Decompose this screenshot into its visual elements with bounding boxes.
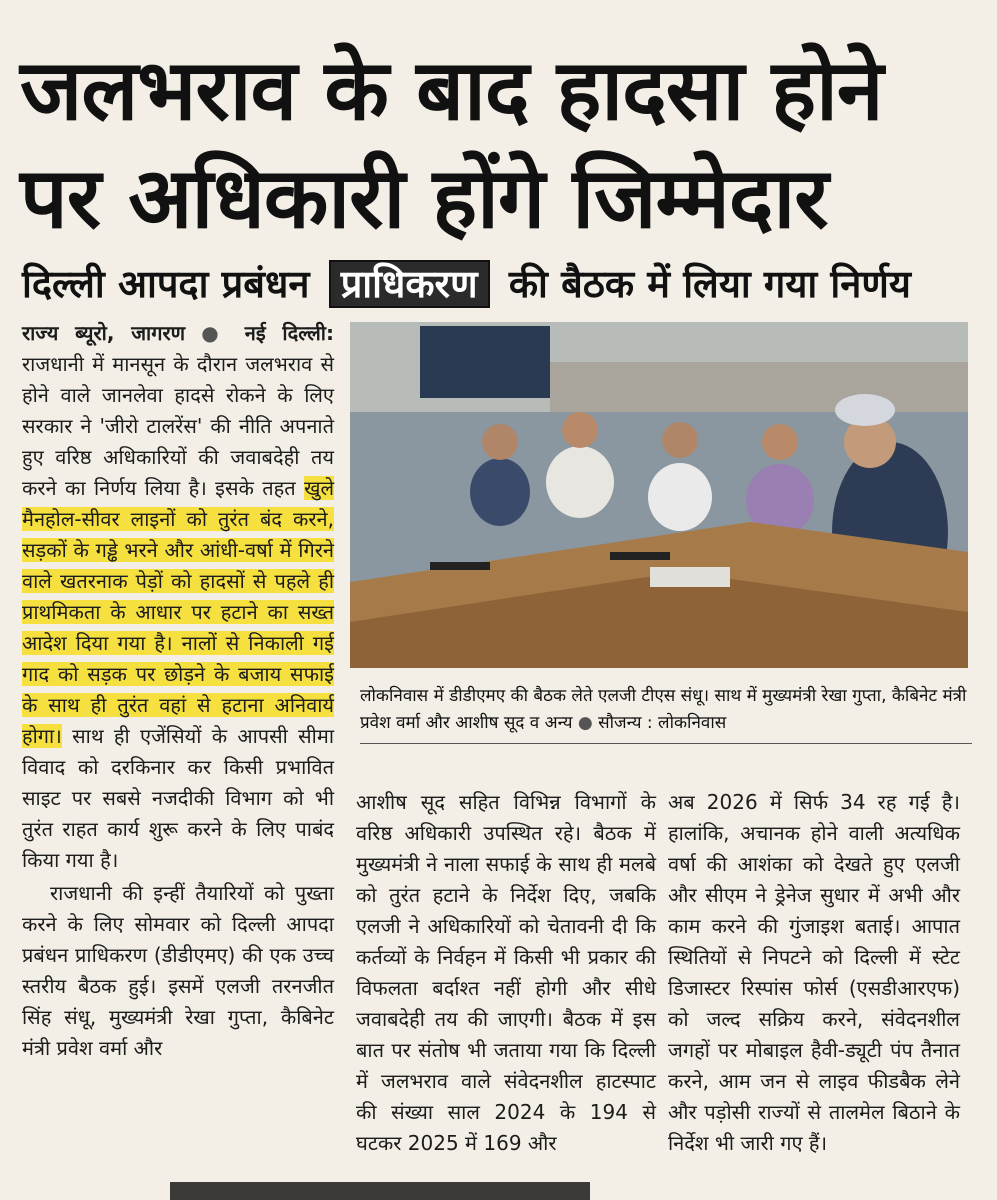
paragraph-1-text-b: साथ ही एजेंसियों के आपसी सीमा विवाद को दरकिनार कर किसी प्रभावित साइट पर सबसे नजदीकी विभाग को भी तुरंत राहत कार्य शुरू करने के लिए पाबंद किया गया है। — [22, 724, 335, 872]
paragraph-2-text: राजधानी की इन्हीं तैयारियों को पुख्ता करने के लिए सोमवार को दिल्ली आपदा प्रबंधन प्राधिकरण (डीडीएमए) की एक उच्च स्तरीय बैठक हुई। इसमें एलजी तरनजीत सिंह संधू, मुख्यमंत्री रेखा गुप्ता, कैबिनेट मंत्री प्रवेश वर्मा और — [22, 881, 334, 1060]
article-column-3 — [668, 787, 960, 1161]
subhead-boxed-word: प्राधिकरण — [329, 260, 490, 308]
paragraph-2 — [22, 878, 334, 1064]
article-column-2 — [356, 787, 656, 1161]
caption-text: लोकनिवास में डीडीएमए की बैठक लेते एलजी टीएस संधू। साथ में मुख्यमंत्री रेखा गुप्ता, कैबिनेट मंत्री प्रवेश वर्मा और आशीष सूद व अन्य — [360, 686, 967, 733]
photo-caption — [360, 683, 972, 744]
headline-line-1: जलभराव के बाद हादसा होने — [20, 41, 883, 139]
bullet-icon: ● — [577, 713, 593, 733]
column-2-paragraph: आशीष सूद सहित विभिन्न विभागों के वरिष्ठ अधिकारी उपस्थित रहे। बैठक में मुख्यमंत्री ने नाला सफाई के साथ ही मलबे को तुरंत हटाने के निर्देश दिए, जबकि एलजी ने अधिकारियों को चेतावनी दी कि कर्तव्यों के निर्वहन में किसी भी प्रकार की विफलता बर्दाश्त नहीं होगी और सीधे जवाबदेही तय की जाएगी। बैठक में इस बात पर संतोष भी जताया गया कि दिल्ली में जलभराव वाले संवेदनशील हाटस्पाट की संख्या साल 2024 के 194 से घटकर 2025 में 169 और — [356, 790, 657, 1155]
meeting-photo-illustration — [350, 322, 968, 668]
highlighted-text: खुले मैनहोल-सीवर लाइनों को तुरंत बंद करने, सड़कों के गड्ढे भरने और आंधी-वर्षा में गिरने वाले खतरनाक पेड़ों को हादसों से पहले ही प्राथमिकता के आधार पर हटाने का सख्त आदेश दिया गया है। नालों से निकाली गई गाद को सड़क पर छोड़ने के बजाय सफाई के साथ ही तुरंत वहां से हटाना अनिवार्य होगा। — [22, 476, 334, 748]
next-article-cutoff — [0, 1168, 997, 1200]
subheadline — [22, 258, 982, 310]
subhead-before: दिल्ली आपदा प्रबंधन — [22, 262, 310, 306]
meeting-photo — [350, 322, 968, 668]
headline-line-2: पर अधिकारी होंगे जिम्मेदार — [20, 149, 828, 247]
bullet-icon: ● — [201, 321, 229, 345]
article-column-1 — [22, 318, 334, 1066]
subhead-after: की बैठक में लिया गया निर्णय — [508, 262, 911, 306]
headline — [20, 36, 980, 252]
dateline-place: नई दिल्ली: — [244, 321, 334, 345]
caption-credit: सौजन्य : लोकनिवास — [598, 713, 727, 733]
cutoff-headline-shape — [0, 1168, 997, 1200]
dateline: राज्य ब्यूरो, जागरण — [22, 321, 186, 345]
paragraph-1 — [22, 318, 334, 876]
column-3-paragraph: अब 2026 में सिर्फ 34 रह गई है। हालांकि, अचानक होने वाली अत्यधिक वर्षा की आशंका को देखते हुए एलजी और सीएम ने ड्रेनेज सुधार में अभी और काम करने की गुंजाइश बताई। आपात स्थितियों से निपटने को दिल्ली में स्टेट डिजास्टर रिस्पांस फोर्स (एसडीआरएफ) को जल्द सक्रिय करने, संवेदनशील जगहों पर मोबाइल हैवी-ड्यूटी पंप तैनात करने, आम जन से लाइव फीडबैक लेने और पड़ोसी राज्यों से तालमेल बिठाने के निर्देश भी जारी गए हैं। — [668, 790, 960, 1155]
paragraph-1-text-a: राजधानी में मानसून के दौरान जलभराव से होने वाले जानलेवा हादसे रोकने के लिए सरकार ने 'जीरो टालरेंस' की नीति अपनाते हुए वरिष्ठ अधिकारियों की जवाबदेही तय करने का निर्णय लिया है। इसके तहत — [22, 352, 334, 500]
